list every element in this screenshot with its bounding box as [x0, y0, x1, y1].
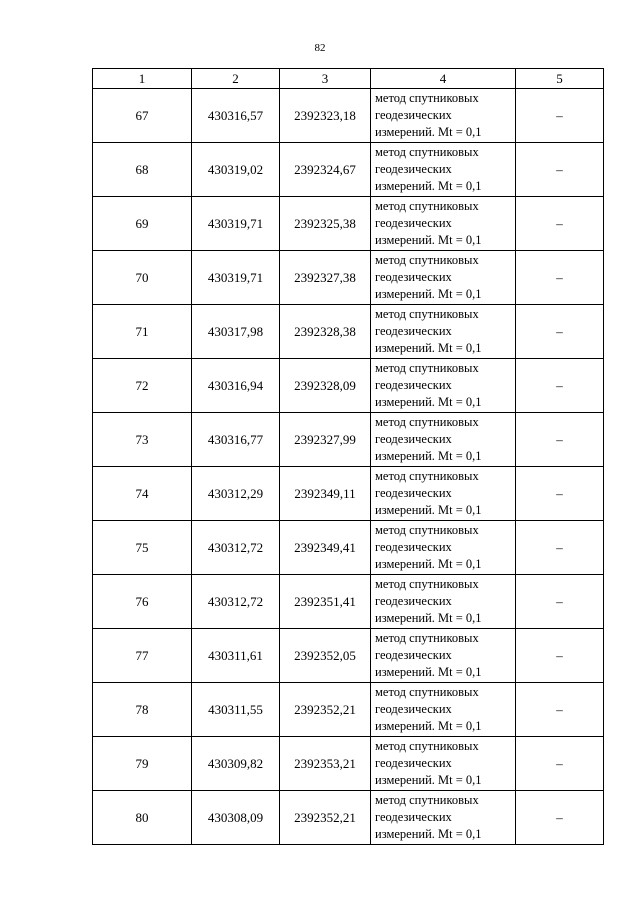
method-cell [371, 791, 516, 845]
table-row [93, 467, 604, 521]
table-row [93, 791, 604, 845]
note-cell: – [516, 89, 604, 143]
method-line: метод спутниковых [375, 793, 479, 807]
method-line: метод спутниковых [375, 631, 479, 645]
y-coordinate-cell: 2392352,21 [280, 683, 371, 737]
header-col-3: 3 [280, 69, 371, 89]
point-number-cell: 75 [93, 521, 192, 575]
x-coordinate-cell: 430319,71 [192, 197, 280, 251]
method-line: измерений. Mt = 0,1 [375, 395, 482, 409]
method-cell [371, 359, 516, 413]
table-row [93, 359, 604, 413]
x-coordinate-cell: 430317,98 [192, 305, 280, 359]
method-line: метод спутниковых [375, 199, 479, 213]
method-line: измерений. Mt = 0,1 [375, 665, 482, 679]
x-coordinate-cell: 430312,29 [192, 467, 280, 521]
method-line: измерений. Mt = 0,1 [375, 341, 482, 355]
header-col-2: 2 [192, 69, 280, 89]
y-coordinate-cell: 2392324,67 [280, 143, 371, 197]
y-coordinate-cell: 2392352,21 [280, 791, 371, 845]
x-coordinate-cell: 430316,57 [192, 89, 280, 143]
method-line: измерений. Mt = 0,1 [375, 179, 482, 193]
table-header [93, 69, 604, 89]
method-line: метод спутниковых [375, 145, 479, 159]
method-line: метод спутниковых [375, 739, 479, 753]
x-coordinate-cell: 430316,77 [192, 413, 280, 467]
method-line: метод спутниковых [375, 415, 479, 429]
point-number-cell: 73 [93, 413, 192, 467]
method-line: метод спутниковых [375, 91, 479, 105]
method-line: метод спутниковых [375, 253, 479, 267]
method-cell [371, 413, 516, 467]
point-number-cell: 69 [93, 197, 192, 251]
method-line: геодезических [375, 324, 452, 338]
method-line: измерений. Mt = 0,1 [375, 449, 482, 463]
table-row [93, 683, 604, 737]
header-col-5: 5 [516, 69, 604, 89]
header-col-1: 1 [93, 69, 192, 89]
method-cell [371, 521, 516, 575]
point-number-cell: 80 [93, 791, 192, 845]
method-cell [371, 89, 516, 143]
method-line: измерений. Mt = 0,1 [375, 557, 482, 571]
method-line: геодезических [375, 216, 452, 230]
method-cell [371, 197, 516, 251]
header-col-4: 4 [371, 69, 516, 89]
method-line: измерений. Mt = 0,1 [375, 773, 482, 787]
note-cell: – [516, 683, 604, 737]
method-line: измерений. Mt = 0,1 [375, 503, 482, 517]
note-cell: – [516, 521, 604, 575]
method-line: геодезических [375, 162, 452, 176]
table-row [93, 89, 604, 143]
method-line: геодезических [375, 594, 452, 608]
x-coordinate-cell: 430319,02 [192, 143, 280, 197]
method-cell [371, 629, 516, 683]
method-line: геодезических [375, 810, 452, 824]
method-line: геодезических [375, 270, 452, 284]
note-cell: – [516, 791, 604, 845]
table-row [93, 413, 604, 467]
method-line: метод спутниковых [375, 361, 479, 375]
table-row [93, 143, 604, 197]
note-cell: – [516, 143, 604, 197]
method-cell [371, 737, 516, 791]
table-row [93, 251, 604, 305]
note-cell: – [516, 575, 604, 629]
note-cell: – [516, 629, 604, 683]
method-line: метод спутниковых [375, 469, 479, 483]
method-line: измерений. Mt = 0,1 [375, 719, 482, 733]
y-coordinate-cell: 2392323,18 [280, 89, 371, 143]
table-row [93, 629, 604, 683]
note-cell: – [516, 737, 604, 791]
x-coordinate-cell: 430312,72 [192, 521, 280, 575]
method-cell [371, 251, 516, 305]
method-line: метод спутниковых [375, 307, 479, 321]
point-number-cell: 72 [93, 359, 192, 413]
table-row [93, 521, 604, 575]
method-line: метод спутниковых [375, 685, 479, 699]
y-coordinate-cell: 2392328,09 [280, 359, 371, 413]
y-coordinate-cell: 2392351,41 [280, 575, 371, 629]
table-row [93, 737, 604, 791]
method-line: метод спутниковых [375, 523, 479, 537]
header-row [93, 69, 604, 89]
note-cell: – [516, 197, 604, 251]
table-body [93, 89, 604, 845]
method-cell [371, 143, 516, 197]
point-number-cell: 70 [93, 251, 192, 305]
method-cell [371, 467, 516, 521]
method-line: измерений. Mt = 0,1 [375, 233, 482, 247]
coordinates-table [92, 68, 604, 845]
y-coordinate-cell: 2392353,21 [280, 737, 371, 791]
method-line: геодезических [375, 756, 452, 770]
y-coordinate-cell: 2392352,05 [280, 629, 371, 683]
method-line: геодезических [375, 702, 452, 716]
method-line: геодезических [375, 108, 452, 122]
method-line: измерений. Mt = 0,1 [375, 611, 482, 625]
y-coordinate-cell: 2392327,38 [280, 251, 371, 305]
x-coordinate-cell: 430308,09 [192, 791, 280, 845]
y-coordinate-cell: 2392327,99 [280, 413, 371, 467]
table-row [93, 575, 604, 629]
point-number-cell: 74 [93, 467, 192, 521]
x-coordinate-cell: 430311,61 [192, 629, 280, 683]
x-coordinate-cell: 430316,94 [192, 359, 280, 413]
table-row [93, 305, 604, 359]
method-line: измерений. Mt = 0,1 [375, 827, 482, 841]
method-line: метод спутниковых [375, 577, 479, 591]
note-cell: – [516, 251, 604, 305]
method-line: геодезических [375, 540, 452, 554]
note-cell: – [516, 305, 604, 359]
y-coordinate-cell: 2392328,38 [280, 305, 371, 359]
point-number-cell: 79 [93, 737, 192, 791]
point-number-cell: 71 [93, 305, 192, 359]
method-line: измерений. Mt = 0,1 [375, 125, 482, 139]
note-cell: – [516, 467, 604, 521]
x-coordinate-cell: 430309,82 [192, 737, 280, 791]
method-line: геодезических [375, 432, 452, 446]
x-coordinate-cell: 430311,55 [192, 683, 280, 737]
point-number-cell: 68 [93, 143, 192, 197]
page-number: 82 [314, 42, 326, 54]
y-coordinate-cell: 2392349,41 [280, 521, 371, 575]
table-row [93, 197, 604, 251]
method-line: геодезических [375, 648, 452, 662]
method-line: геодезических [375, 486, 452, 500]
method-cell [371, 683, 516, 737]
point-number-cell: 77 [93, 629, 192, 683]
method-cell [371, 305, 516, 359]
point-number-cell: 78 [93, 683, 192, 737]
y-coordinate-cell: 2392349,11 [280, 467, 371, 521]
point-number-cell: 76 [93, 575, 192, 629]
method-cell [371, 575, 516, 629]
point-number-cell: 67 [93, 89, 192, 143]
note-cell: – [516, 359, 604, 413]
y-coordinate-cell: 2392325,38 [280, 197, 371, 251]
x-coordinate-cell: 430312,72 [192, 575, 280, 629]
method-line: геодезических [375, 378, 452, 392]
note-cell: – [516, 413, 604, 467]
x-coordinate-cell: 430319,71 [192, 251, 280, 305]
method-line: измерений. Mt = 0,1 [375, 287, 482, 301]
